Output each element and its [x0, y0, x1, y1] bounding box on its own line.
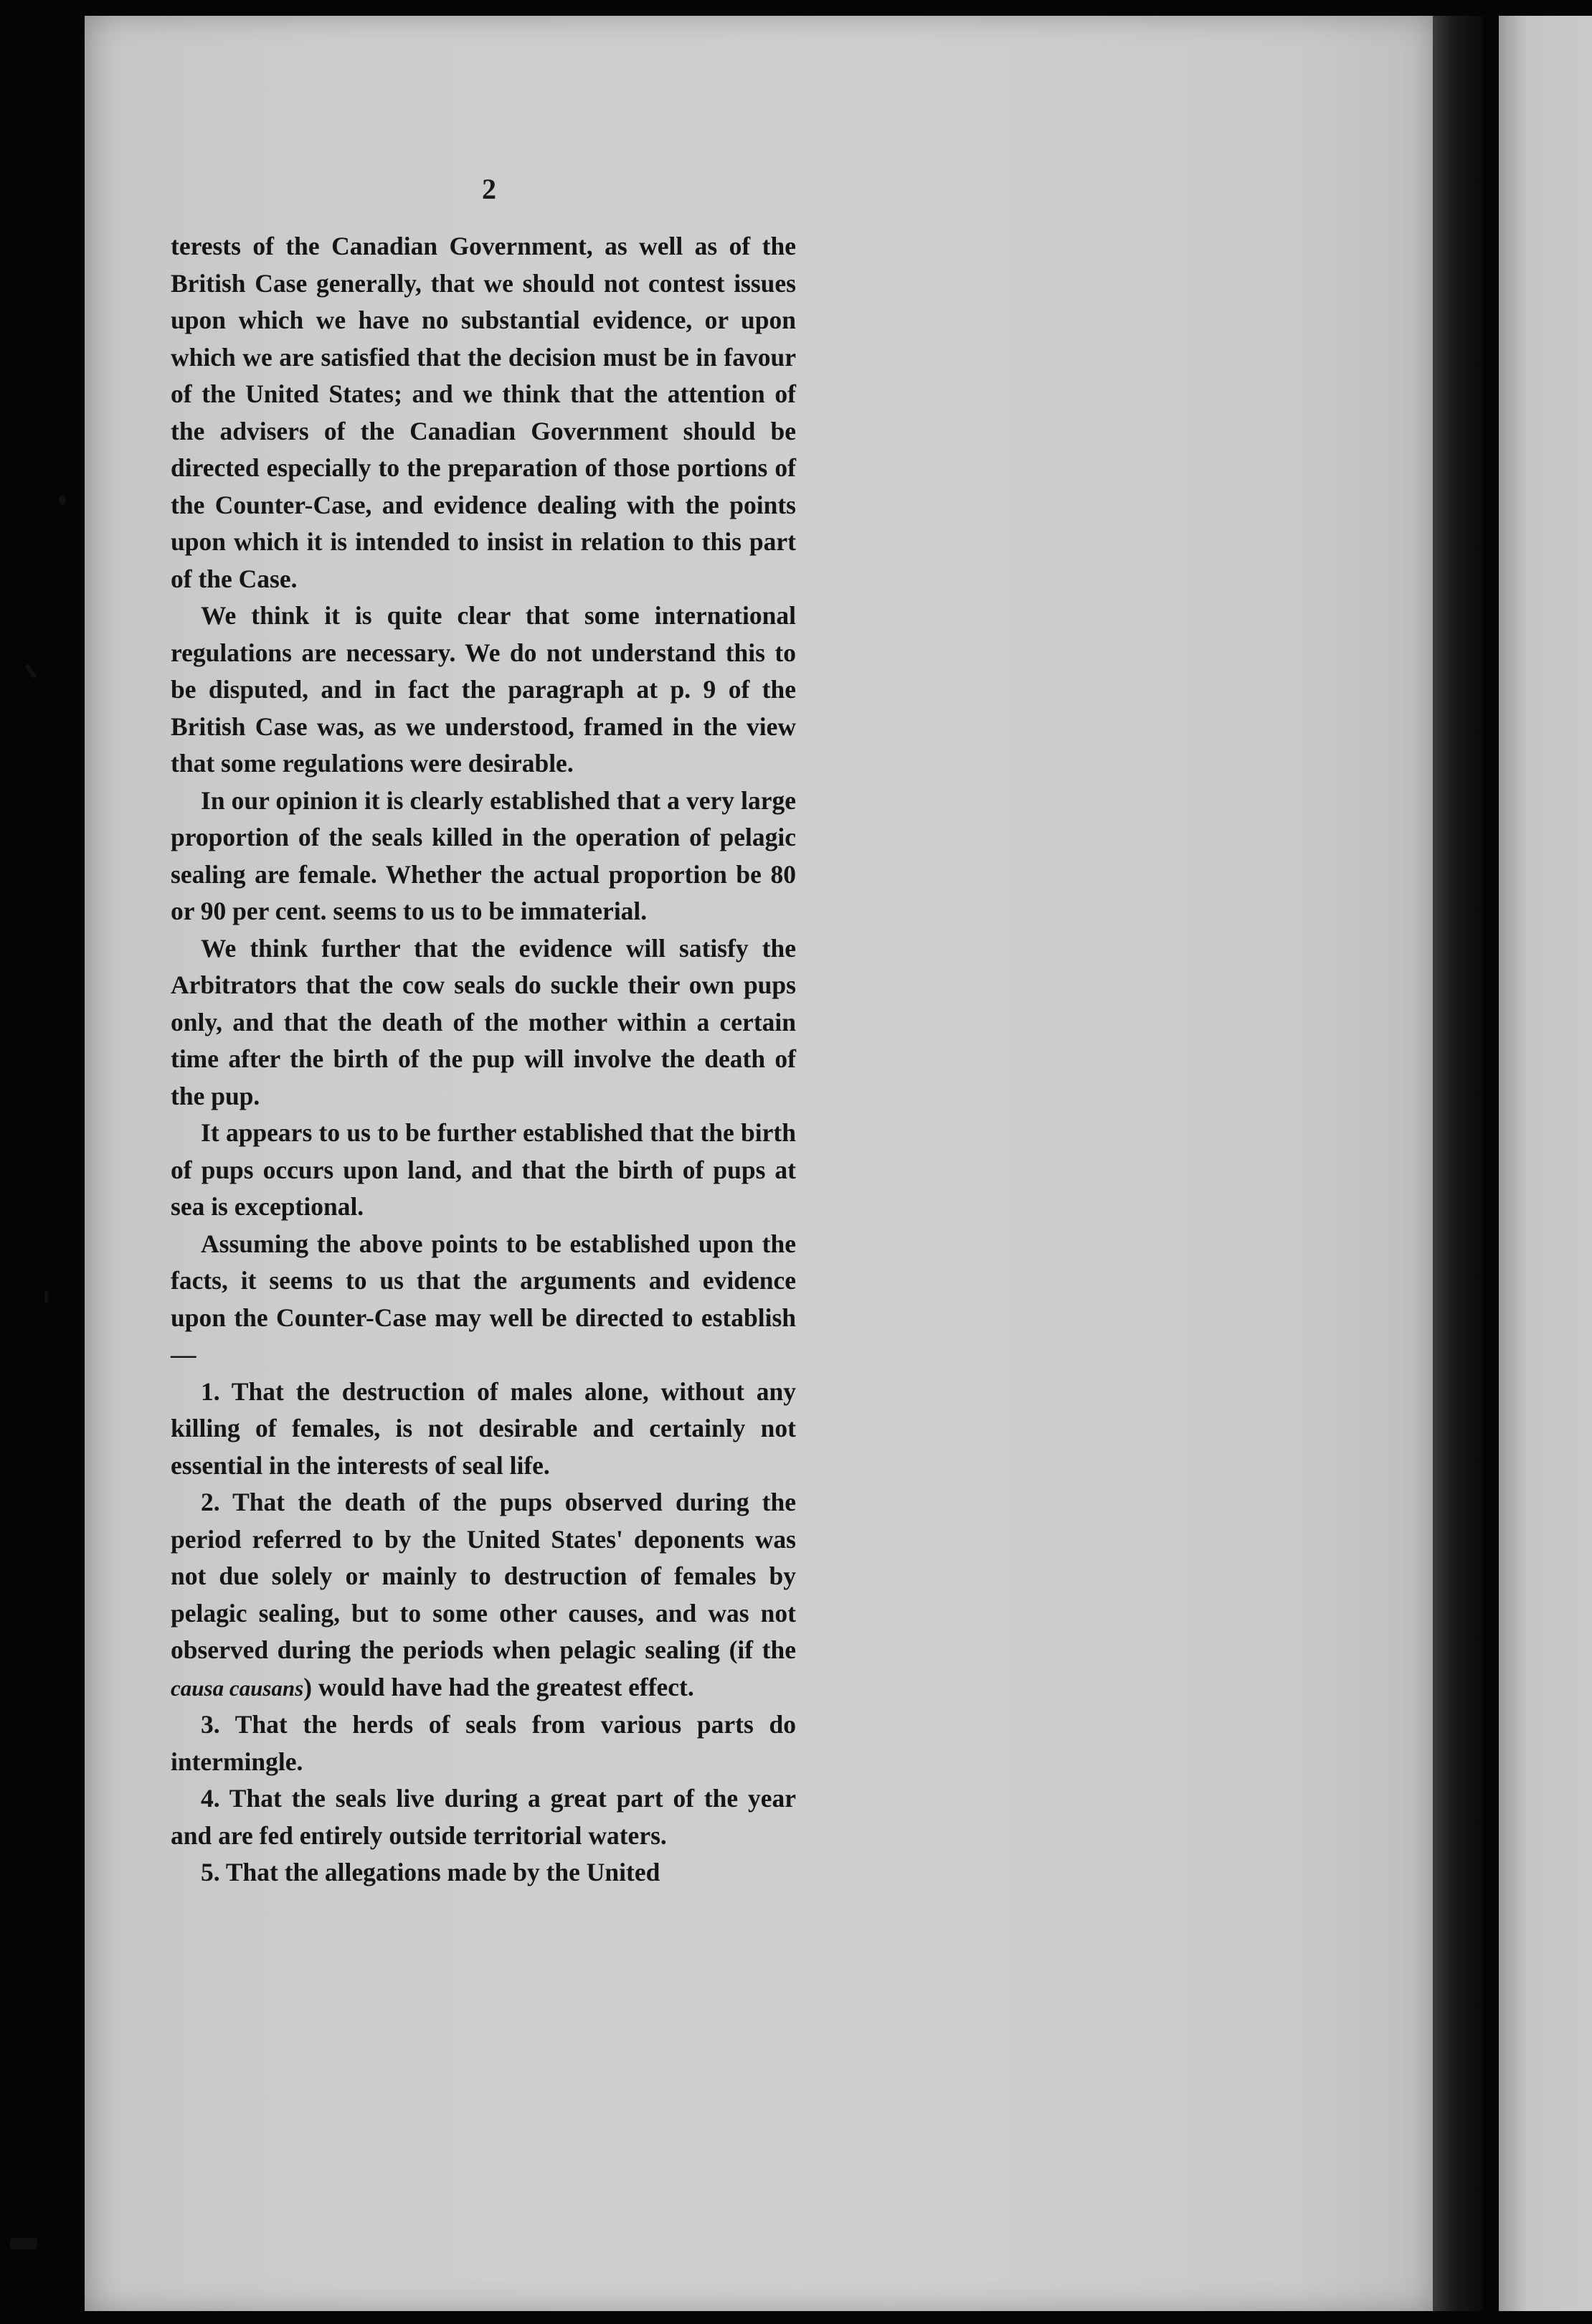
page-number: 2 — [482, 173, 496, 205]
scan-speck — [44, 1291, 48, 1303]
scan-speck — [59, 495, 66, 505]
body-text — [171, 228, 796, 1891]
item-text-end: ) would have had the greatest effect. — [303, 1672, 694, 1701]
item-number: 1. — [201, 1376, 220, 1406]
item-number: 5. — [201, 1858, 220, 1886]
item-number: 2. — [201, 1488, 220, 1516]
paragraph: We think further that the evidence will satisfy the Arbitrators that the cow seals do suckle their own pups only, and that the death of the mother within a certain time after the birth of the pup will involve the death of the pup. — [171, 933, 796, 1110]
numbered-item — [171, 1374, 796, 1485]
item-number: 4. — [201, 1784, 220, 1813]
paragraph: We think it is quite clear that some international regulations are necessary. We do not understand this to be disputed, and in fact the paragraph at p. 9 of the British Case was, as we understood, framed in the view that some regulations were desirable. — [171, 601, 796, 778]
item-text: That the allegations made by the United — [225, 1858, 660, 1886]
italic-phrase: causa causans — [171, 1675, 304, 1701]
numbered-item — [171, 1780, 796, 1854]
adjacent-page-edge — [1499, 16, 1592, 2311]
paragraph: It appears to us to be further established that the birth of pups occurs upon land, and that the birth of pups at sea is exceptional. — [171, 1118, 796, 1221]
book-gutter — [1433, 16, 1483, 2311]
paragraph-continued: terests of the Canadian Government, as well as of the British Case generally, that we should not contest issues upon which we have no substantial evidence, or upon which we are satisfied that the decision must be in favour of the United States; and we think that the attention of the advisers of the Canadian Government should be directed especially to the preparation of those portions of the Counter-Case, and evidence dealing with the points upon which it is intended to insist in relation to this part of the Case. — [171, 232, 796, 593]
item-text: That the herds of seals from various parts do intermingle. — [171, 1710, 796, 1776]
item-text: That the seals live during a great part of the year and are fed entirely outside territorial waters. — [171, 1784, 796, 1850]
item-text: That the death of the pups observed during the period referred to by the United States' deponents was not due solely or mainly to destruction of females by pelagic sealing, but to some other causes, and was not observed during the periods when pelagic sealing (if the — [171, 1488, 796, 1664]
numbered-item — [171, 1484, 796, 1706]
paragraph: Assuming the above points to be established upon the facts, it seems to us that the arguments and evidence upon the Counter-Case may well be directed to establish— — [171, 1229, 796, 1369]
numbered-item — [171, 1706, 796, 1780]
item-number: 3. — [201, 1710, 220, 1739]
item-text: That the destruction of males alone, without any killing of females, is not desirable and certainly not essential in the interests of seal life. — [171, 1376, 797, 1480]
paragraph: In our opinion it is clearly established that a very large proportion of the seals killed in the operation of pelagic sealing are female. Whether the actual proportion be 80 or 90 per cent. seems to us to be immaterial. — [171, 785, 796, 925]
scan-speck — [10, 2238, 37, 2249]
numbered-item — [171, 1854, 796, 1891]
